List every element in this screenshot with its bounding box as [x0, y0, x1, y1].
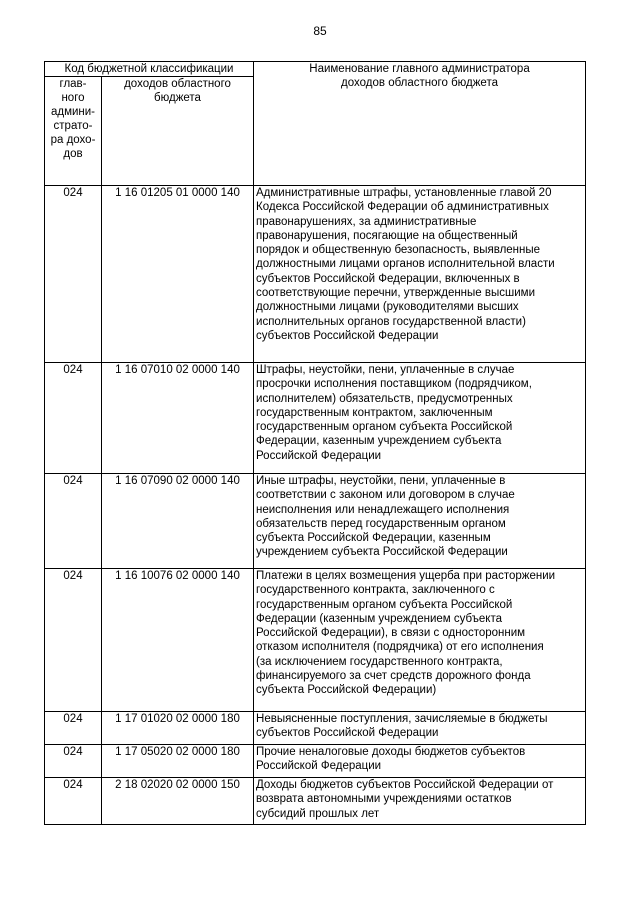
text-line: Доходы бюджетов субъектов Российской Федерации от: [256, 779, 554, 791]
revenue-name-cell: [254, 712, 586, 745]
text-line: правонарушения, посягающие на общественный: [256, 229, 518, 242]
header-line: ра дохо-: [50, 134, 96, 146]
admin-code-cell: 024: [45, 363, 102, 474]
revenue-name-cell: [254, 474, 586, 569]
header-line: глав-: [59, 78, 87, 90]
revenue-name-cell: [254, 363, 586, 474]
text-line: отказом исполнителя (подрядчика) от его исполнения: [256, 641, 544, 654]
text-line: государственным органом субъекта Российской: [256, 598, 513, 611]
text-line: субсидий прошлых лет: [256, 807, 380, 820]
text-line: Административные штрафы, установленные главой 20: [256, 187, 552, 199]
text-line: возврата автономными учреждениями остатков: [256, 793, 512, 806]
text-line: субъектов Российской Федерации, включенных в: [256, 272, 520, 285]
text-line: обязательств перед государственным органом: [256, 517, 506, 530]
text-line: Российской Федерации: [256, 760, 382, 773]
budget-classification-table: [44, 61, 586, 825]
text-line: Федерации, казенным учреждением субъекта: [256, 435, 502, 448]
text-line: соответствующие перечни, утвержденные высшими: [256, 287, 535, 300]
header-line: админи-: [50, 106, 96, 118]
text-line: Прочие неналоговые доходы бюджетов субъектов: [256, 746, 526, 758]
text-line: порядок и общественную безопасность, выявленные: [256, 244, 541, 257]
header-line: доходов областного бюджета: [341, 77, 498, 90]
text-line: учреждением субъекта Российской Федерации: [256, 546, 508, 559]
text-line: государственным контрактом, заключенным: [256, 406, 493, 419]
text-line: субъектов Российской Федерации: [256, 727, 439, 740]
table-row: [45, 712, 586, 745]
revenue-code-cell: 1 16 10076 02 0000 140: [102, 569, 254, 712]
text-line: субъектов Российской Федерации: [256, 329, 439, 342]
text-line: (за исключением государственного контракта,: [256, 655, 503, 668]
header-line: Наименование главного администратора: [309, 63, 530, 75]
text-line: Штрафы, неустойки, пени, уплаченные в случае: [256, 364, 515, 376]
revenue-name-cell: [254, 745, 586, 778]
revenue-code-cell: 1 17 01020 02 0000 180: [102, 712, 254, 745]
header-line: бюджета: [154, 92, 201, 105]
header-administrator-name: [254, 62, 586, 186]
revenue-code-cell: 1 16 07010 02 0000 140: [102, 363, 254, 474]
text-line: неисполнения или ненадлежащего исполнения: [256, 503, 510, 516]
revenue-name-cell: [254, 778, 586, 825]
admin-code-cell: 024: [45, 745, 102, 778]
header-line: ного: [61, 92, 85, 104]
text-line: должностными лицами органов исполнительной власти: [256, 258, 555, 271]
text-line: просрочки исполнения поставщиком (подрядчиком,: [256, 378, 532, 391]
table-row: [45, 745, 586, 778]
admin-code-cell: 024: [45, 186, 102, 363]
table-row: [45, 474, 586, 569]
text-line: государственным органом субъекта Российской: [256, 421, 513, 434]
admin-code-cell: 024: [45, 474, 102, 569]
header-line: доходов областного: [124, 78, 231, 90]
table-row: [45, 569, 586, 712]
text-line: субъекта Российской Федерации, казенным: [256, 532, 491, 545]
text-line: государственного контракта, заключенного с: [256, 584, 495, 597]
text-line: Российской Федерации: [256, 449, 382, 462]
text-line: Платежи в целях возмещения ущерба при расторжении: [256, 570, 556, 582]
header-chief-administrator: [45, 77, 102, 186]
text-line: исполнителем) обязательств, предусмотренных: [256, 392, 513, 405]
text-line: должностными лицами (руководителями высших: [256, 301, 519, 314]
page-number: 85: [313, 24, 327, 38]
text-line: правонарушениях, за административные: [256, 215, 477, 228]
revenue-code-cell: 1 16 07090 02 0000 140: [102, 474, 254, 569]
table-row: [45, 778, 586, 825]
text-line: субъекта Российской Федерации): [256, 684, 437, 697]
text-line: финансируемого за счет средств дорожного фонда: [256, 670, 531, 683]
header-budget-classification-code: Код бюджетной классификации: [45, 62, 254, 77]
text-line: Федерации (казенным учреждением субъекта: [256, 612, 503, 625]
revenue-name-cell: [254, 186, 586, 363]
admin-code-cell: 024: [45, 569, 102, 712]
header-regional-budget-revenue: [102, 77, 254, 186]
text-line: Иные штрафы, неустойки, пени, уплаченные в: [256, 475, 506, 487]
table-header-row-group: [45, 62, 586, 77]
text-line: Кодекса Российской Федерации об административных: [256, 201, 549, 214]
text-line: соответствии с законом или договором в случае: [256, 489, 515, 502]
table-row: [45, 363, 586, 474]
text-line: исполнительных органов государственной власти): [256, 315, 526, 328]
text-line: Российской Федерации), в связи с односторонним: [256, 627, 526, 640]
admin-code-cell: 024: [45, 712, 102, 745]
revenue-code-cell: 2 18 02020 02 0000 150: [102, 778, 254, 825]
revenue-name-cell: [254, 569, 586, 712]
table-row: [45, 186, 586, 363]
header-line: дов: [63, 148, 83, 160]
header-line: страто-: [53, 120, 93, 132]
revenue-code-cell: 1 17 05020 02 0000 180: [102, 745, 254, 778]
text-line: Невыясненные поступления, зачисляемые в бюджеты: [256, 713, 548, 725]
revenue-code-cell: 1 16 01205 01 0000 140: [102, 186, 254, 363]
admin-code-cell: 024: [45, 778, 102, 825]
